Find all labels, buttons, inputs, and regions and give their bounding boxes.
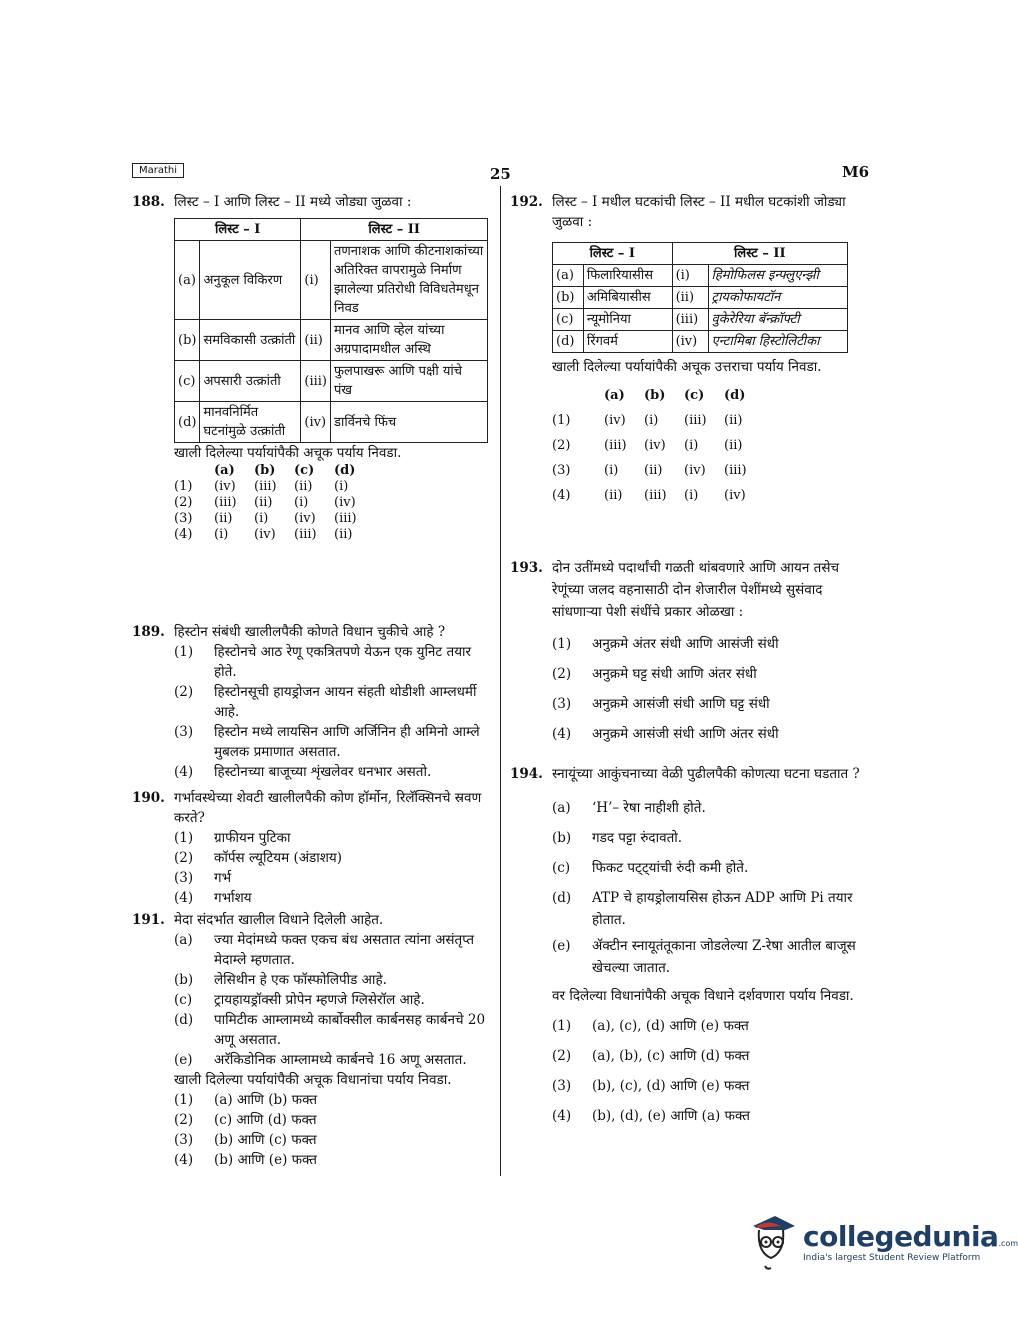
mascot-icon <box>745 1212 799 1270</box>
column-divider <box>500 186 501 1176</box>
header-cell: (c) <box>294 463 315 478</box>
option-number: (3) <box>174 870 194 886</box>
row-item: अपसारी उत्क्रांती <box>200 361 301 402</box>
option-text: हिस्टोनच्या बाजूच्या शृंखलेवर धनभार असतो. <box>214 764 432 780</box>
option-number: (4) <box>174 1152 194 1168</box>
match-table <box>552 242 848 353</box>
option-cell: (iv) <box>214 479 236 494</box>
question-number: 191. <box>132 912 165 928</box>
option-row[interactable] <box>552 483 868 508</box>
header-cell: (a) <box>604 388 625 403</box>
option[interactable] <box>174 682 492 722</box>
row-key: (c) <box>553 309 584 331</box>
paper-code: M6 <box>842 163 870 181</box>
question-stem: हिस्टोन संबंधी खालीलपैकी कोणते विधान चुकीचे आहे ? <box>174 624 446 640</box>
table-row <box>553 287 848 309</box>
option-text: हिस्टोनचे आठ रेणू एकत्रितपणे येऊन एक युनिट तयार होते. <box>214 644 472 680</box>
table-row <box>553 331 848 353</box>
option-cell: (i) <box>254 511 269 526</box>
option-number: (2) <box>174 850 194 866</box>
option-cell: (ii) <box>604 488 623 503</box>
option[interactable] <box>552 1071 868 1101</box>
row-key: (iv) <box>672 331 708 353</box>
option-row[interactable] <box>174 479 492 495</box>
option-number: (4) <box>174 527 193 542</box>
statement-text: पामिटीक आम्लामध्ये कार्बोक्सील कार्बनसह कार्बनचे 20 अणू असतात. <box>214 1012 486 1048</box>
logo-title: collegedunia <box>803 1219 999 1253</box>
option-text: अनुक्रमे आसंजी संधी आणि घट्ट संधी <box>592 696 770 712</box>
option-cell: (i) <box>334 479 349 494</box>
question-stem: स्नायूंच्या आकुंचनाच्या वेळी पुढीलपैकी कोणत्या घटना घडतात ? <box>552 766 860 782</box>
option-number: (1) <box>174 1092 194 1108</box>
option-text: (c) आणि (d) फक्त <box>214 1112 317 1128</box>
instruction: खाली दिलेल्या पर्यायांपैकी अचूक उत्तराचा पर्याय निवडा. <box>552 359 822 375</box>
option-number: (3) <box>552 1078 572 1094</box>
question-189 <box>132 622 492 782</box>
table-row <box>175 402 488 443</box>
statement <box>552 853 868 883</box>
option-text: कॉर्पस ल्यूटियम (अंडाशय) <box>214 850 343 866</box>
statement-text: ATP चे हायड्रोलायसिस होऊन ADP आणि Pi तयार होतात. <box>592 890 853 928</box>
option-cell: (iii) <box>644 488 667 503</box>
option-number: (2) <box>174 1112 194 1128</box>
question-193 <box>510 557 868 749</box>
options-header <box>552 383 868 408</box>
statement <box>552 793 868 823</box>
row-key: (i) <box>672 265 708 287</box>
question-stem: दोन उतींमध्ये पदार्थांची गळती थांबवणारे आणि आयन तसेच रेणूंच्या जलद वहनासाठी दोन शेजारील पेशींमध्ये सुसंवाद सांधणाऱ्या पेशी संधींचे प्रकार ओळखा : <box>552 560 840 620</box>
option-number: (2) <box>552 666 572 682</box>
option-number: (4) <box>552 726 572 742</box>
option-text: गर्भाशय <box>214 890 252 906</box>
option[interactable] <box>174 1110 492 1130</box>
question-number: 194. <box>510 766 543 782</box>
option-number: (3) <box>174 724 194 740</box>
row-key: (d) <box>553 331 584 353</box>
option[interactable] <box>174 642 492 682</box>
statement-text: ज्या मेदांमध्ये फक्त एकच बंध असतात त्यांना असंतृप्त मेदाम्ले म्हणतात. <box>214 932 475 968</box>
header-cell: (b) <box>254 463 276 478</box>
header-cell: (b) <box>644 388 666 403</box>
option-row[interactable] <box>174 527 492 543</box>
statement-text: लेसिथीन हे एक फॉस्फोलिपीड आहे. <box>214 972 387 988</box>
option[interactable] <box>174 1090 492 1110</box>
row-item: फिलारियासीस <box>583 265 672 287</box>
statement-label: (d) <box>174 1012 194 1028</box>
option-cell: (ii) <box>334 527 353 542</box>
row-key: (a) <box>553 265 584 287</box>
options-header <box>174 463 492 479</box>
option[interactable] <box>174 848 492 868</box>
statement-label: (b) <box>552 830 572 846</box>
option-text: अनुक्रमे घट्ट संधी आणि अंतर संधी <box>592 666 757 682</box>
collegedunia-logo[interactable] <box>745 1212 1018 1270</box>
table-header-list-2: लिस्ट – II <box>301 219 488 241</box>
question-number: 193. <box>510 560 543 576</box>
option-number: (4) <box>174 890 194 906</box>
question-stem: लिस्ट – I मधील घटकांची लिस्ट – II मधील घटकांशी जोड्या जुळवा : <box>552 194 846 230</box>
header-cell: (d) <box>334 463 356 478</box>
table-row <box>175 320 488 361</box>
option-number: (3) <box>174 1132 194 1148</box>
row-key: (b) <box>553 287 584 309</box>
option-text: हिस्टोन मध्ये लायसिन आणि अर्जिनिन ही अमिनो आम्ले मुबलक प्रमाणात असतात. <box>214 724 480 760</box>
row-item: रिंगवर्म <box>583 331 672 353</box>
option-text: (b) आणि (e) फक्त <box>214 1152 317 1168</box>
row-item: एन्टामिबा हिस्टोलिटीका <box>708 331 847 353</box>
option-cell: (i) <box>214 527 229 542</box>
header-cell: (a) <box>214 463 235 478</box>
question-number: 189. <box>132 624 165 640</box>
option-text: (b) आणि (c) फक्त <box>214 1132 317 1148</box>
option-number: (3) <box>552 696 572 712</box>
row-key: (iii) <box>672 309 708 331</box>
option-number: (4) <box>552 1108 572 1124</box>
row-item: समविकासी उत्क्रांती <box>200 320 301 361</box>
instruction: वर दिलेल्या विधानांपैकी अचूक विधाने दर्शवणारा पर्याय निवडा. <box>552 988 854 1004</box>
row-item: वुकेरेरिया बॅन्क्रॉफ्टी <box>708 309 847 331</box>
statement-text: ट्रायहायड्रॉक्सी प्रोपेन म्हणजे ग्लिसेरॉल आहे. <box>214 992 425 1008</box>
option-text: अनुक्रमे अंतर संधी आणि आसंजी संधी <box>592 636 779 652</box>
option-number: (1) <box>174 479 193 494</box>
option-cell: (iv) <box>334 495 356 510</box>
question-194 <box>510 763 868 1131</box>
option-row[interactable] <box>552 433 868 458</box>
statement <box>174 970 492 990</box>
table-header-list-1: लिस्ट – I <box>553 243 673 265</box>
option-text: (a), (c), (d) आणि (e) फक्त <box>592 1018 749 1034</box>
option-row[interactable] <box>552 408 868 433</box>
option-cell: (i) <box>684 488 699 503</box>
table-row <box>553 309 848 331</box>
option-cell: (iii) <box>334 511 357 526</box>
option-cell: (iii) <box>254 479 277 494</box>
option-text: (b), (d), (e) आणि (a) फक्त <box>592 1108 750 1124</box>
header-cell: (c) <box>684 388 705 403</box>
option[interactable] <box>174 888 492 908</box>
table-row <box>553 265 848 287</box>
option-text: ग्राफीयन पुटिका <box>214 830 291 846</box>
row-key: (ii) <box>301 320 331 361</box>
option-cell: (i) <box>684 438 699 453</box>
option-cell: (i) <box>294 495 309 510</box>
option-number: (2) <box>552 438 571 453</box>
option-cell: (i) <box>644 413 659 428</box>
logo-suffix: .com <box>998 1238 1018 1248</box>
option-text: अनुक्रमे आसंजी संधी आणि अंतर संधी <box>592 726 779 742</box>
statement-text: ‘H’– रेषा नाहीशी होते. <box>592 800 706 816</box>
option[interactable] <box>174 1150 492 1170</box>
option-number: (2) <box>174 684 194 700</box>
table-row <box>175 361 488 402</box>
option-number: (2) <box>174 495 193 510</box>
statement <box>552 887 868 931</box>
question-190 <box>132 788 492 908</box>
row-key: (b) <box>175 320 200 361</box>
statement-label: (b) <box>174 972 194 988</box>
header-cell <box>174 463 214 479</box>
option[interactable] <box>552 1041 868 1071</box>
question-192 <box>510 192 868 508</box>
option-cell: (iv) <box>684 463 706 478</box>
option[interactable] <box>174 868 492 888</box>
option[interactable] <box>552 1101 868 1131</box>
option-cell: (i) <box>604 463 619 478</box>
row-item: ट्रायकोफायटॉन <box>708 287 847 309</box>
statement-text: अरॅकिडोनिक आम्लामध्ये कार्बनचे 16 अणू असतात. <box>214 1052 467 1068</box>
option-text: (b), (c), (d) आणि (e) फक्त <box>592 1078 750 1094</box>
option[interactable] <box>552 689 868 719</box>
option-cell: (iii) <box>684 413 707 428</box>
option-cell: (ii) <box>724 413 743 428</box>
option-number: (1) <box>174 830 194 846</box>
statement-text: फिकट पट्ट्यांची रुंदी कमी होते. <box>592 860 749 876</box>
option-number: (1) <box>174 644 194 660</box>
header-cell: (d) <box>724 388 746 403</box>
option-cell: (iv) <box>724 488 746 503</box>
question-stem: लिस्ट – I आणि लिस्ट – II मध्ये जोड्या जुळवा : <box>174 194 412 210</box>
statement-label: (a) <box>552 800 571 816</box>
question-number: 188. <box>132 194 165 210</box>
row-item: डार्विनचे फिंच <box>331 402 488 443</box>
option-row[interactable] <box>174 495 492 511</box>
option[interactable] <box>174 722 492 762</box>
statement <box>174 1050 492 1070</box>
question-stem: गर्भावस्थेच्या शेवटी खालीलपैकी कोण हॉर्मोन, रिलॅक्सिनचे स्रवण करते? <box>174 790 482 826</box>
statement-label: (e) <box>552 938 571 954</box>
option-cell: (ii) <box>254 495 273 510</box>
question-number: 192. <box>510 194 543 210</box>
row-item: हिमोफिलस इन्फ्लुएन्झी <box>708 265 847 287</box>
row-item: अनुकूल विकिरण <box>200 241 301 320</box>
option-cell: (ii) <box>644 463 663 478</box>
row-item: तणनाशक आणि कीटनाशकांच्या अतिरिक्त वापरामुळे निर्माण झालेल्या प्रतिरोधी विविधतेमधून निवड <box>331 241 488 320</box>
instruction: खाली दिलेल्या पर्यायांपैकी अचूक विधानांचा पर्याय निवडा. <box>174 1072 452 1088</box>
statement-label: (d) <box>552 890 572 906</box>
header-cell <box>552 383 604 408</box>
row-key: (ii) <box>672 287 708 309</box>
option-number: (1) <box>552 1018 572 1034</box>
table-header-list-1: लिस्ट – I <box>175 219 301 241</box>
statement-label: (c) <box>552 860 571 876</box>
question-191 <box>132 910 492 1170</box>
option-cell: (iv) <box>294 511 316 526</box>
row-key: (iv) <box>301 402 331 443</box>
row-item: फुलपाखरू आणि पक्षी यांचे पंख <box>331 361 488 402</box>
statement <box>552 935 868 979</box>
option-cell: (ii) <box>294 479 313 494</box>
language-tag: Marathi <box>132 163 184 178</box>
row-key: (c) <box>175 361 200 402</box>
question-stem: मेदा संदर्भात खालील विधाने दिलेली आहेत. <box>174 912 384 928</box>
option-text: गर्भ <box>214 870 232 886</box>
option-number: (2) <box>552 1048 572 1064</box>
question-number: 190. <box>132 790 165 806</box>
row-key: (d) <box>175 402 200 443</box>
statement-label: (e) <box>174 1052 193 1068</box>
option-number: (4) <box>552 488 571 503</box>
statement <box>174 1010 492 1050</box>
option-number: (3) <box>174 511 193 526</box>
option[interactable] <box>552 719 868 749</box>
instruction: खाली दिलेल्या पर्यायांपैकी अचूक पर्याय निवडा. <box>174 445 402 461</box>
option-number: (1) <box>552 636 572 652</box>
option-cell: (iii) <box>294 527 317 542</box>
option-cell: (iv) <box>644 438 666 453</box>
row-item: मानवनिर्मित घटनांमुळे उत्क्रांती <box>200 402 301 443</box>
statement <box>174 930 492 970</box>
match-table <box>174 218 488 443</box>
option-cell: (iii) <box>724 463 747 478</box>
option-number: (1) <box>552 413 571 428</box>
question-188 <box>132 192 492 543</box>
option-cell: (iv) <box>604 413 626 428</box>
option-cell: (ii) <box>724 438 743 453</box>
logo-tagline: India's largest Student Review Platform <box>803 1252 981 1263</box>
row-key: (iii) <box>301 361 331 402</box>
row-key: (i) <box>301 241 331 320</box>
option[interactable] <box>552 629 868 659</box>
statement-text: ॲक्टीन स्नायूतंतूकाना जोडलेल्या Z-रेषा आतील बाजूस खेचल्या जातात. <box>592 938 856 976</box>
statement <box>552 823 868 853</box>
option-number: (4) <box>174 764 194 780</box>
row-item: न्यूमोनिया <box>583 309 672 331</box>
page-number: 25 <box>490 165 511 183</box>
option[interactable] <box>174 1130 492 1150</box>
option-cell: (ii) <box>214 511 233 526</box>
statement-label: (c) <box>174 992 193 1008</box>
option-row[interactable] <box>174 511 492 527</box>
statement-label: (a) <box>174 932 193 948</box>
table-row <box>175 241 488 320</box>
option[interactable] <box>552 1011 868 1041</box>
option[interactable] <box>174 762 492 782</box>
option-text: (a), (b), (c) आणि (d) फक्त <box>592 1048 750 1064</box>
option-text: (a) आणि (b) फक्त <box>214 1092 318 1108</box>
row-item: मानव आणि व्हेल यांच्या अग्रपादामधील अस्थि <box>331 320 488 361</box>
row-item: अमिबियासीस <box>583 287 672 309</box>
option-cell: (iv) <box>254 527 276 542</box>
option-number: (3) <box>552 463 571 478</box>
statement <box>174 990 492 1010</box>
option-row[interactable] <box>552 458 868 483</box>
row-key: (a) <box>175 241 200 320</box>
option-cell: (iii) <box>604 438 627 453</box>
option-cell: (iii) <box>214 495 237 510</box>
statement-text: गडद पट्टा रुंदावतो. <box>592 830 683 846</box>
option-text: हिस्टोनसूची हायड्रोजन आयन संहती थोडीशी आम्लधर्मी आहे. <box>214 684 477 720</box>
option[interactable] <box>552 659 868 689</box>
table-header-list-2: लिस्ट – II <box>672 243 847 265</box>
option[interactable] <box>174 828 492 848</box>
